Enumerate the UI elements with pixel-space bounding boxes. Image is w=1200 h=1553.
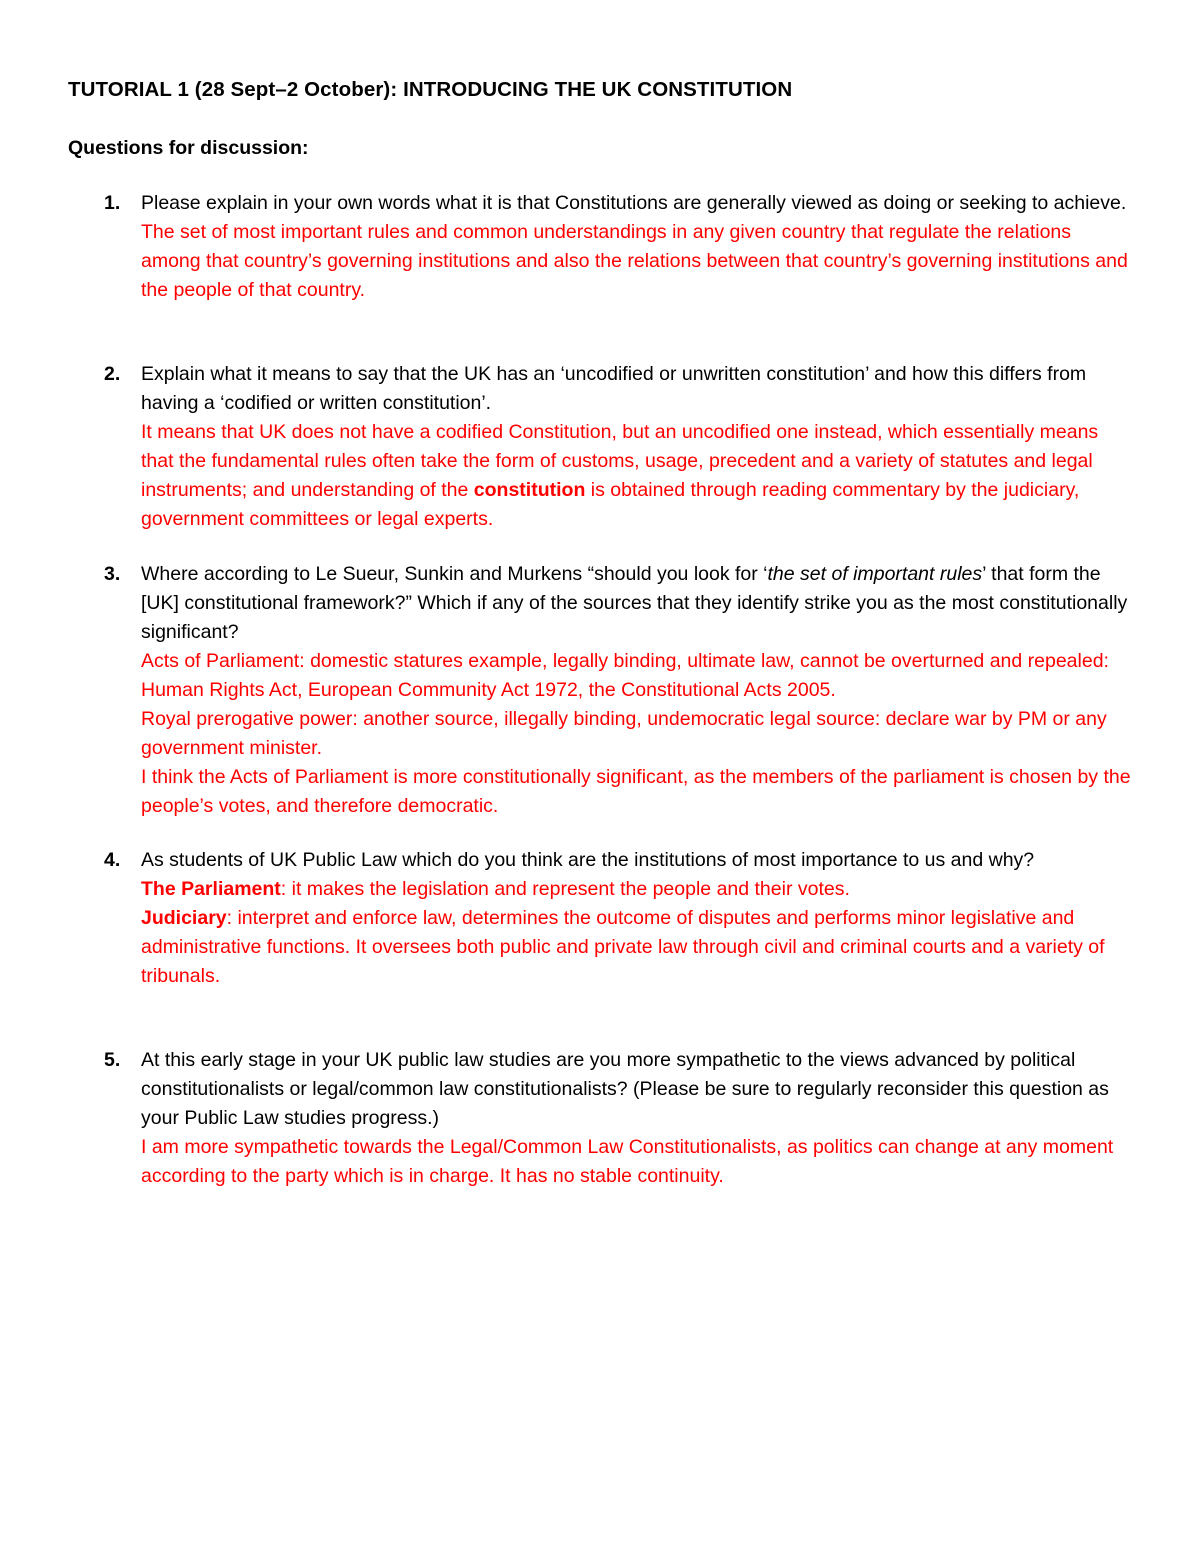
question-number: 4.	[104, 849, 121, 871]
question-item-5	[104, 1046, 1134, 1191]
question-body	[141, 1046, 1134, 1191]
question-quote-italic: the set of important rules	[767, 563, 983, 585]
page-title: TUTORIAL 1 (28 Sept–2 October): INTRODUCING THE UK CONSTITUTION	[68, 78, 793, 101]
question-number: 5.	[104, 1049, 121, 1071]
answer-label: Judiciary	[141, 907, 227, 929]
answer-text	[141, 875, 1134, 904]
questions-heading: Questions for discussion:	[68, 137, 309, 159]
answer-text-part: It means that UK does not have a codified Constitution, but an uncodified one instead, which essentially means that the fundamental rules often take the form of customs, usage, precedent and a variety of statutes and legal instruments; and understanding of the	[141, 421, 1099, 501]
question-body	[141, 560, 1134, 821]
answer-text: Royal prerogative power: another source, illegally binding, undemocratic legal source: declare war by PM or any government minister.	[141, 708, 1107, 759]
answer-text: I am more sympathetic towards the Legal/Common Law Constitutionalists, as politics can change at any moment according to the party which is in charge. It has no stable continuity.	[141, 1136, 1114, 1187]
answer-emphasis: constitution	[473, 479, 586, 501]
question-item-4	[104, 846, 1134, 991]
answer-text: Acts of Parliament: domestic statures example, legally binding, ultimate law, cannot be overturned and repealed: Human Rights Act, European Community Act 1972, the Constitutional Acts 2005.	[141, 650, 1109, 701]
question-item-3	[104, 560, 1134, 821]
answer-text: I think the Acts of Parliament is more constitutionally significant, as the members of the parliament is chosen by the people’s votes, and therefore democratic.	[141, 766, 1131, 817]
question-text-part: Where according to Le Sueur, Sunkin and Murkens “should you look for ‘	[141, 563, 768, 585]
answer-text-part: : it makes the legislation and represent the people and their votes.	[280, 878, 850, 900]
answer-text	[141, 418, 1134, 534]
answer-text-part: is obtained through reading commentary by the judiciary, government committees or legal experts.	[141, 479, 1080, 530]
answer-text: The set of most important rules and common understandings in any given country that regulate the relations among that country’s governing institutions and also the relations between that country’s governing institutions and the people of that country.	[141, 221, 1128, 301]
question-item-1	[104, 189, 1134, 305]
question-body	[141, 189, 1134, 305]
question-text	[141, 560, 1134, 647]
answer-text	[141, 904, 1134, 991]
question-text: At this early stage in your UK public law studies are you more sympathetic to the views advanced by political constitutionalists or legal/common law constitutionalists? (Please be sure to regularly reconsider this question as your Public Law studies progress.)	[141, 1049, 1109, 1129]
question-text: As students of UK Public Law which do you think are the institutions of most importance to us and why?	[141, 849, 1035, 871]
question-text-part: ’ that form the [UK] constitutional framework?” Which if any of the sources that they identify strike you as the most constitutionally significant?	[141, 563, 1128, 643]
question-number: 3.	[104, 563, 121, 585]
question-number: 1.	[104, 192, 121, 214]
question-body	[141, 846, 1134, 991]
answer-label: The Parliament	[141, 878, 281, 900]
question-text: Please explain in your own words what it is that Constitutions are generally viewed as doing or seeking to achieve.	[141, 192, 1127, 214]
question-body	[141, 360, 1134, 534]
question-number: 2.	[104, 363, 121, 385]
question-item-2	[104, 360, 1134, 534]
question-text: Explain what it means to say that the UK has an ‘uncodified or unwritten constitution’ and how this differs from having a ‘codified or written constitution’.	[141, 363, 1087, 414]
answer-text-part: : interpret and enforce law, determines the outcome of disputes and performs minor legislative and administrative functions. It oversees both public and private law through civil and criminal courts and a variety of tribunals.	[141, 907, 1105, 987]
